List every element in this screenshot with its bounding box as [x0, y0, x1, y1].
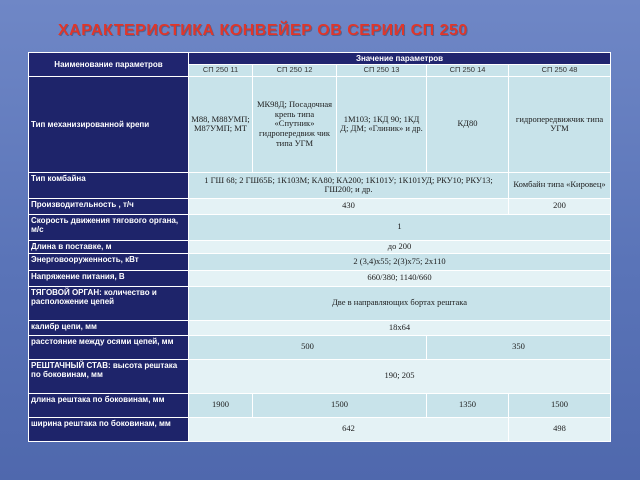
table-row: [29, 198, 611, 214]
cell: 642: [189, 417, 509, 441]
cell: 498: [509, 417, 611, 441]
model-4: СП 250 14: [427, 65, 509, 77]
row-label: Производительность , т/ч: [29, 198, 189, 214]
cell: 350: [427, 335, 611, 359]
cell: МК98Д; Посадочная крепь типа «Спутник» гидропередвиж чик типа УГМ: [253, 76, 337, 172]
table-row: [29, 240, 611, 253]
cell: до 200: [189, 240, 611, 253]
table-row: [29, 253, 611, 270]
model-2: СП 250 12: [253, 65, 337, 77]
cell: 1: [189, 214, 611, 240]
row-label: Длина в поставке, м: [29, 240, 189, 253]
cell: КД80: [427, 76, 509, 172]
cell: 2 (3,4)х55; 2(3)х75; 2х110: [189, 253, 611, 270]
model-5: СП 250 48: [509, 65, 611, 77]
table-row: [29, 214, 611, 240]
table-row: [29, 270, 611, 286]
cell: 1500: [509, 393, 611, 417]
model-3: СП 250 13: [337, 65, 427, 77]
cell: 1М103; 1КД 90; 1КД Д; ДМ; «Глиник» и др.: [337, 76, 427, 172]
cell: 430: [189, 198, 509, 214]
header-param-values: Значение параметров: [189, 53, 611, 65]
table-row: [29, 172, 611, 198]
table-row: [29, 286, 611, 320]
row-label: Скорость движения тягового органа, м/с: [29, 214, 189, 240]
row-label: Напряжение питания, В: [29, 270, 189, 286]
page-title: ХАРАКТЕРИСТИКА КОНВЕЙЕР ОВ СЕРИИ СП 250: [58, 22, 468, 39]
row-label: Энерговооруженность, кВт: [29, 253, 189, 270]
row-label: ширина рештака по боковинам, мм: [29, 417, 189, 441]
row-label: расстояние между осями цепей, мм: [29, 335, 189, 359]
cell: Комбайн типа «Кировец»: [509, 172, 611, 198]
row-label: Тип комбайна: [29, 172, 189, 198]
cell: М88, М88УМП; М87УМП; МТ: [189, 76, 253, 172]
characteristics-table: [28, 52, 610, 442]
cell: Две в направляющих бортах рештака: [189, 286, 611, 320]
row-label: калибр цепи, мм: [29, 320, 189, 335]
table-row: [29, 393, 611, 417]
cell: 500: [189, 335, 427, 359]
cell: 190; 205: [189, 359, 611, 393]
table-row: [29, 417, 611, 441]
row-label: ТЯГОВОЙ ОРГАН: количество и расположение цепей: [29, 286, 189, 320]
table-row: [29, 359, 611, 393]
cell: гидропередвижчик типа УГМ: [509, 76, 611, 172]
table-row: [29, 335, 611, 359]
cell: 200: [509, 198, 611, 214]
table-row: [29, 76, 611, 172]
table-row: [29, 320, 611, 335]
row-label: длина рештака по боковинам, мм: [29, 393, 189, 417]
cell: 1500: [253, 393, 427, 417]
cell: 1 ГШ 68; 2 ГШ65Б; 1К103М; КА80; КА200; 1К101У; 1К101УД; РКУ10; РКУ13; ГШ200; и др.: [189, 172, 509, 198]
row-label: Тип механизированной крепи: [29, 76, 189, 172]
model-1: СП 250 11: [189, 65, 253, 77]
cell: 660/380; 1140/660: [189, 270, 611, 286]
header-param-name: Наименование параметров: [29, 53, 189, 77]
row-label: РЕШТАЧНЫЙ СТАВ: высота рештака по боковинам, мм: [29, 359, 189, 393]
cell: 1900: [189, 393, 253, 417]
cell: 18х64: [189, 320, 611, 335]
table-header-row: [29, 53, 611, 65]
cell: 1350: [427, 393, 509, 417]
